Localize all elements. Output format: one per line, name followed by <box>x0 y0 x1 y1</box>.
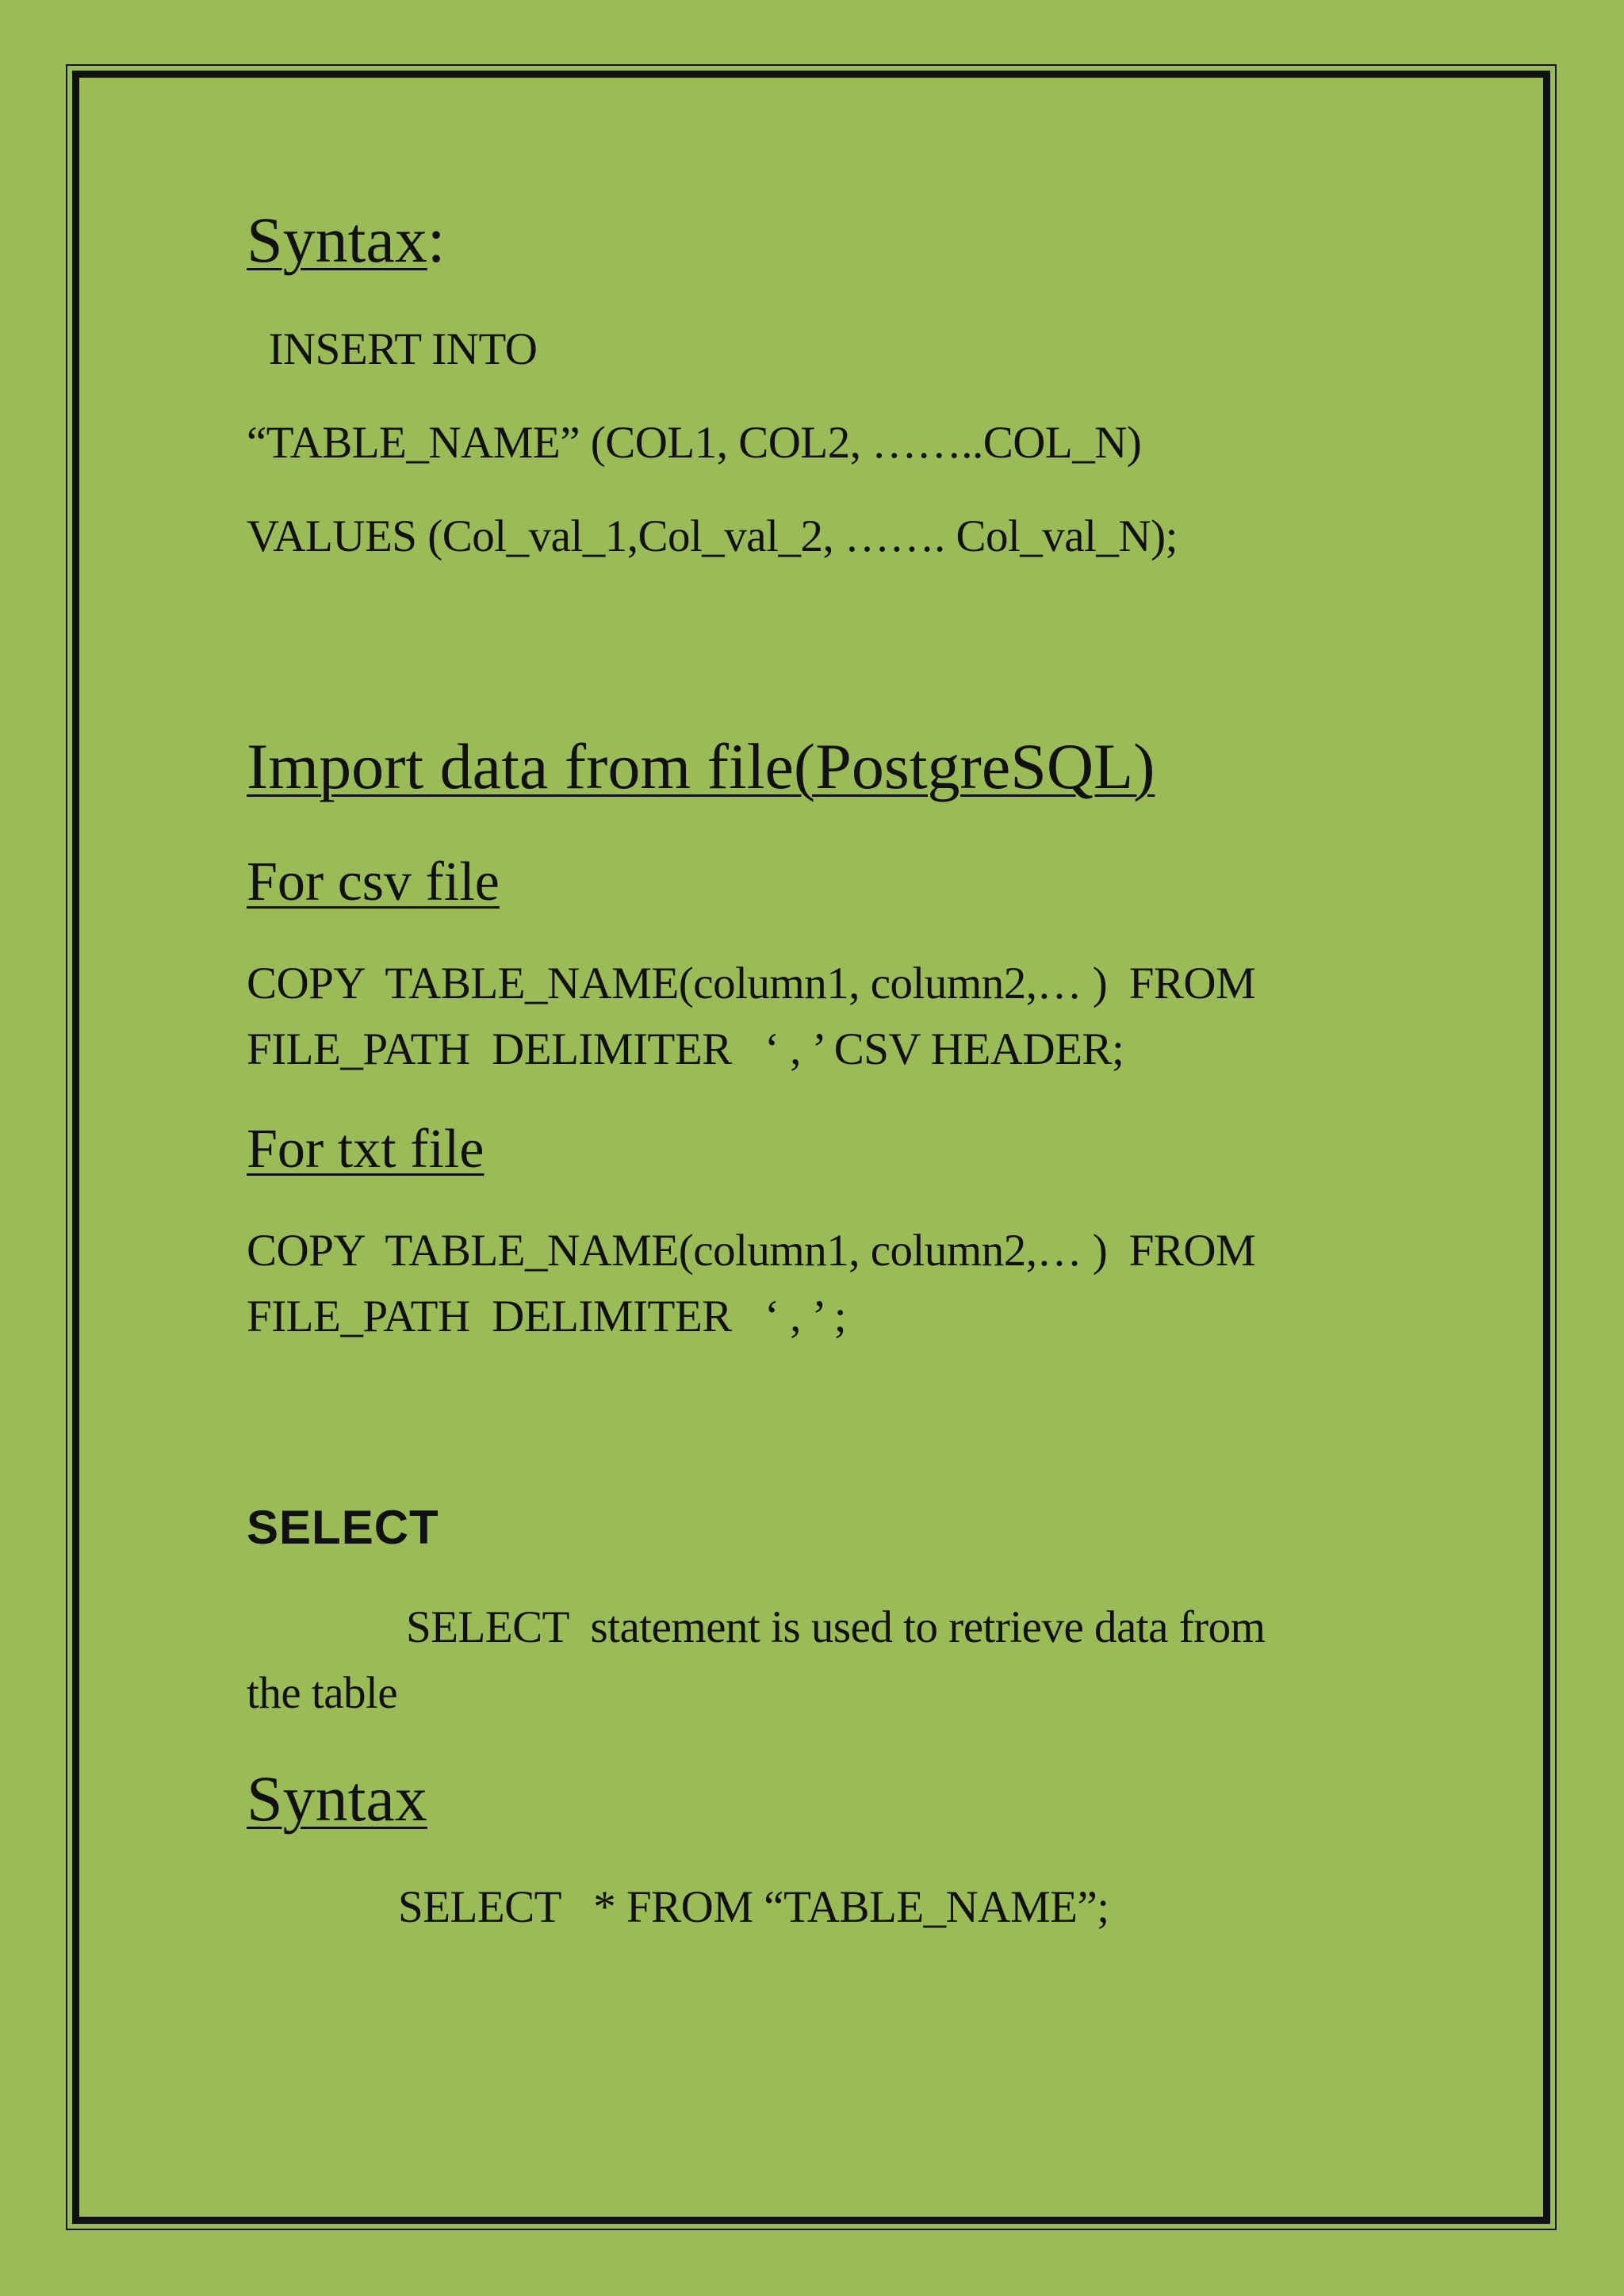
select-desc-line-1: SELECT statement is used to retrieve data from <box>406 1602 1266 1652</box>
insert-syntax-heading-text: Syntax <box>247 204 427 276</box>
select-syntax-line: SELECT * FROM “TABLE_NAME”; <box>398 1882 1109 1932</box>
csv-line-1: COPY TABLE_NAME(column1, column2,… ) FROM <box>247 959 1256 1008</box>
import-heading: Import data from file(PostgreSQL) <box>247 730 1155 802</box>
insert-syntax-heading <box>247 204 446 276</box>
txt-line-2: FILE_PATH DELIMITER ‘ , ’ ; <box>247 1292 847 1341</box>
select-syntax-heading: Syntax <box>247 1762 427 1835</box>
csv-heading: For csv file <box>247 851 500 913</box>
insert-line-3: VALUES (Col_val_1,Col_val_2, ……. Col_val_N); <box>247 511 1178 561</box>
insert-syntax-heading-colon: : <box>427 204 446 276</box>
select-heading: SELECT <box>247 1501 439 1554</box>
txt-line-1: COPY TABLE_NAME(column1, column2,… ) FROM <box>247 1226 1256 1276</box>
insert-line-2: “TABLE_NAME” (COL1, COL2, ……..COL_N) <box>247 418 1142 468</box>
txt-heading: For txt file <box>247 1119 485 1180</box>
insert-line-1: INSERT INTO <box>247 324 538 374</box>
select-desc-line-2: the table <box>247 1668 398 1718</box>
csv-line-2: FILE_PATH DELIMITER ‘ , ’ CSV HEADER; <box>247 1024 1124 1074</box>
